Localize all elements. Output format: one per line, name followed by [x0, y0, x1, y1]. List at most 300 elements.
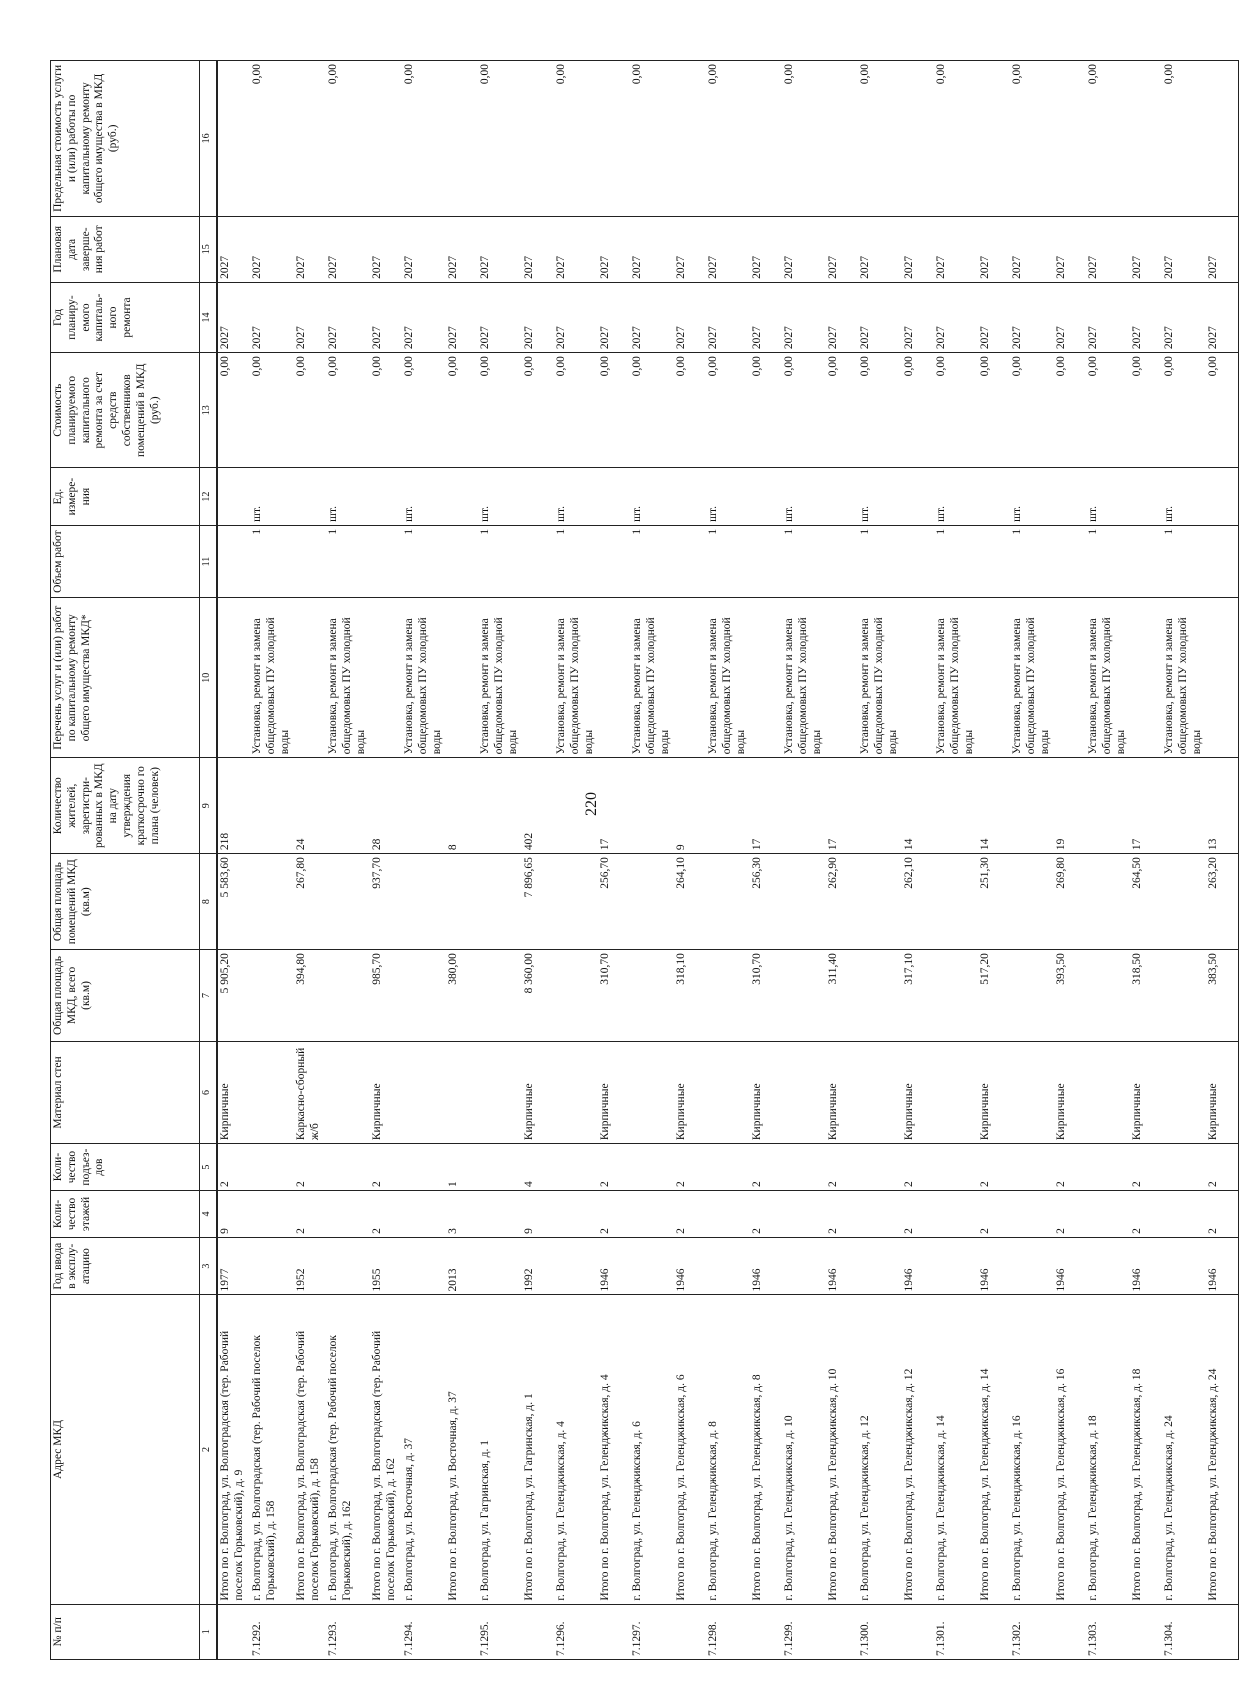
walls-cell: Кирпичные — [826, 1041, 858, 1143]
area-premises-cell: 264,10 — [674, 854, 706, 950]
cost-cell: 0,00 — [782, 353, 826, 468]
work-list-cell: Установка, ремонт и замена общедомовых ПУ холодной воды — [250, 598, 294, 758]
residents-cell — [858, 758, 902, 854]
address-cell: Итого по г. Волгоград, ул. Восточная, д. 37 — [446, 1295, 478, 1604]
end-date-cell: 2027 — [1054, 216, 1086, 282]
floors-cell — [554, 1191, 598, 1238]
table-row — [782, 61, 826, 1660]
residents-cell: 13 — [1206, 758, 1239, 854]
area-total-cell: 394,80 — [294, 950, 326, 1042]
address-cell: Итого по г. Волгоград, ул. Геленджикская, д. 24 — [1206, 1295, 1239, 1604]
year-cell — [326, 1237, 370, 1295]
column-number-cell: 9 — [200, 758, 218, 854]
year-cell — [250, 1237, 294, 1295]
cost-cell: 0,00 — [1206, 353, 1239, 468]
plan-year-cell: 2027 — [1130, 282, 1162, 352]
limit-cost-cell — [1130, 61, 1162, 217]
entrances-cell — [402, 1144, 446, 1191]
volume-cell: 1 — [1086, 525, 1130, 597]
column-number-cell: 8 — [200, 854, 218, 950]
header-cell: Плановая дата заверше-ния работ — [51, 216, 200, 282]
row-number-cell: 7.1301. — [934, 1604, 978, 1659]
walls-cell — [706, 1041, 750, 1143]
table-row — [1086, 61, 1130, 1660]
volume-cell — [1054, 525, 1086, 597]
floors-cell — [326, 1191, 370, 1238]
work-list-cell — [522, 598, 554, 758]
walls-cell: Кирпичные — [1054, 1041, 1086, 1143]
area-premises-cell — [782, 854, 826, 950]
year-cell: 1946 — [826, 1237, 858, 1295]
header-cell: Общая площадь МКД, всего (кв.м) — [51, 950, 200, 1042]
row-number-cell — [370, 1604, 402, 1659]
end-date-cell: 2027 — [522, 216, 554, 282]
year-cell — [858, 1237, 902, 1295]
header-cell: Объем работ — [51, 525, 200, 597]
residents-cell — [478, 758, 522, 854]
year-cell: 1946 — [1206, 1237, 1239, 1295]
total-row — [674, 61, 706, 1660]
walls-cell — [1010, 1041, 1054, 1143]
address-cell: Итого по г. Волгоград, ул. Волгоградская (тер. Рабочий поселок Горьковский), д. 9 — [217, 1295, 250, 1604]
end-date-cell: 2027 — [706, 216, 750, 282]
limit-cost-cell: 0,00 — [478, 61, 522, 217]
work-list-cell — [294, 598, 326, 758]
entrances-cell: 2 — [674, 1144, 706, 1191]
area-premises-cell — [250, 854, 294, 950]
row-number-cell: 7.1303. — [1086, 1604, 1130, 1659]
cost-cell: 0,00 — [478, 353, 522, 468]
work-list-cell: Установка, ремонт и замена общедомовых ПУ холодной воды — [934, 598, 978, 758]
end-date-cell: 2027 — [902, 216, 934, 282]
row-number-cell — [446, 1604, 478, 1659]
address-cell: г. Волгоград, ул. Геленджикская, д. 4 — [554, 1295, 598, 1604]
address-cell: г. Волгоград, ул. Геленджикская, д. 18 — [1086, 1295, 1130, 1604]
walls-cell: Кирпичные — [750, 1041, 782, 1143]
table-row — [858, 61, 902, 1660]
end-date-cell: 2027 — [446, 216, 478, 282]
rotated-page — [50, 60, 1225, 1660]
limit-cost-cell — [370, 61, 402, 217]
limit-cost-cell: 0,00 — [554, 61, 598, 217]
unit-cell — [370, 468, 402, 526]
area-premises-cell: 262,10 — [902, 854, 934, 950]
limit-cost-cell: 0,00 — [1086, 61, 1130, 217]
table-row — [478, 61, 522, 1660]
limit-cost-cell — [217, 61, 250, 217]
unit-cell — [1206, 468, 1239, 526]
address-cell: Итого по г. Волгоград, ул. Гагринская, д. 1 — [522, 1295, 554, 1604]
limit-cost-cell: 0,00 — [782, 61, 826, 217]
row-number-cell — [978, 1604, 1010, 1659]
header-cell: Стоимость планируемого капитального ремонта за счет средств собственников помещений в МКД (руб.) — [51, 353, 200, 468]
unit-cell: шт. — [554, 468, 598, 526]
end-date-cell: 2027 — [858, 216, 902, 282]
row-number-cell — [1206, 1604, 1239, 1659]
floors-cell: 2 — [978, 1191, 1010, 1238]
row-number-cell: 7.1297. — [630, 1604, 674, 1659]
work-list-cell: Установка, ремонт и замена общедомовых ПУ холодной воды — [630, 598, 674, 758]
walls-cell: Кирпичные — [1130, 1041, 1162, 1143]
area-total-cell — [1162, 950, 1206, 1042]
header-cell: № п/п — [51, 1604, 200, 1659]
entrances-cell — [250, 1144, 294, 1191]
address-cell: г. Волгоград, ул. Геленджикская, д. 8 — [706, 1295, 750, 1604]
cost-cell: 0,00 — [1162, 353, 1206, 468]
volume-cell — [294, 525, 326, 597]
work-list-cell — [370, 598, 402, 758]
year-cell — [1086, 1237, 1130, 1295]
entrances-cell — [1086, 1144, 1130, 1191]
unit-cell — [674, 468, 706, 526]
volume-cell: 1 — [250, 525, 294, 597]
row-number-cell — [217, 1604, 250, 1659]
limit-cost-cell — [902, 61, 934, 217]
walls-cell — [1086, 1041, 1130, 1143]
volume-cell — [902, 525, 934, 597]
area-premises-cell: 256,70 — [598, 854, 630, 950]
work-list-cell — [750, 598, 782, 758]
work-list-cell — [1206, 598, 1239, 758]
cost-cell: 0,00 — [1010, 353, 1054, 468]
volume-cell: 1 — [934, 525, 978, 597]
plan-year-cell: 2027 — [978, 282, 1010, 352]
total-row — [902, 61, 934, 1660]
entrances-cell: 2 — [1206, 1144, 1239, 1191]
address-cell: г. Волгоград, ул. Геленджикская, д. 14 — [934, 1295, 978, 1604]
cost-cell: 0,00 — [554, 353, 598, 468]
address-cell: г. Волгоград, ул. Геленджикская, д. 10 — [782, 1295, 826, 1604]
floors-cell: 2 — [1054, 1191, 1086, 1238]
column-number-cell: 6 — [200, 1041, 218, 1143]
residents-cell — [250, 758, 294, 854]
limit-cost-cell — [294, 61, 326, 217]
plan-year-cell: 2027 — [630, 282, 674, 352]
row-number-cell — [1054, 1604, 1086, 1659]
residents-cell — [402, 758, 446, 854]
entrances-cell: 2 — [826, 1144, 858, 1191]
area-total-cell — [402, 950, 446, 1042]
plan-year-cell: 2027 — [250, 282, 294, 352]
column-number-cell: 1 — [200, 1604, 218, 1659]
walls-cell: Кирпичные — [217, 1041, 250, 1143]
year-cell — [554, 1237, 598, 1295]
floors-cell — [402, 1191, 446, 1238]
volume-cell — [522, 525, 554, 597]
area-premises-cell — [1162, 854, 1206, 950]
unit-cell — [978, 468, 1010, 526]
end-date-cell: 2027 — [826, 216, 858, 282]
cost-cell: 0,00 — [1086, 353, 1130, 468]
limit-cost-cell — [446, 61, 478, 217]
residents-cell — [326, 758, 370, 854]
floors-cell: 2 — [674, 1191, 706, 1238]
residents-cell: 17 — [598, 758, 630, 854]
volume-cell — [598, 525, 630, 597]
residents-cell — [706, 758, 750, 854]
walls-cell — [446, 1041, 478, 1143]
area-total-cell — [1010, 950, 1054, 1042]
work-list-cell: Установка, ремонт и замена общедомовых ПУ холодной воды — [1010, 598, 1054, 758]
cost-cell: 0,00 — [750, 353, 782, 468]
unit-cell: шт. — [934, 468, 978, 526]
plan-year-cell: 2027 — [1054, 282, 1086, 352]
area-premises-cell: 262,90 — [826, 854, 858, 950]
unit-cell — [446, 468, 478, 526]
cost-cell: 0,00 — [674, 353, 706, 468]
plan-year-cell: 2027 — [1086, 282, 1130, 352]
row-number-cell: 7.1294. — [402, 1604, 446, 1659]
limit-cost-cell — [598, 61, 630, 217]
table-row — [554, 61, 598, 1660]
address-cell: Итого по г. Волгоград, ул. Геленджикская, д. 6 — [674, 1295, 706, 1604]
area-total-cell: 985,70 — [370, 950, 402, 1042]
area-total-cell — [706, 950, 750, 1042]
floors-cell: 3 — [446, 1191, 478, 1238]
area-premises-cell — [402, 854, 446, 950]
work-list-cell — [217, 598, 250, 758]
entrances-cell: 2 — [978, 1144, 1010, 1191]
volume-cell — [674, 525, 706, 597]
end-date-cell: 2027 — [598, 216, 630, 282]
unit-cell — [294, 468, 326, 526]
walls-cell — [1162, 1041, 1206, 1143]
volume-cell — [217, 525, 250, 597]
row-number-cell — [294, 1604, 326, 1659]
entrances-cell — [554, 1144, 598, 1191]
total-row — [1054, 61, 1086, 1660]
row-number-cell: 7.1299. — [782, 1604, 826, 1659]
limit-cost-cell — [750, 61, 782, 217]
column-number-cell: 3 — [200, 1237, 218, 1295]
cost-cell: 0,00 — [902, 353, 934, 468]
plan-year-cell: 2027 — [858, 282, 902, 352]
area-total-cell — [478, 950, 522, 1042]
end-date-cell: 2027 — [750, 216, 782, 282]
residents-cell: 8 — [446, 758, 478, 854]
limit-cost-cell — [674, 61, 706, 217]
plan-year-cell: 2027 — [1162, 282, 1206, 352]
address-cell: Итого по г. Волгоград, ул. Геленджикская, д. 16 — [1054, 1295, 1086, 1604]
total-row — [294, 61, 326, 1660]
walls-cell — [326, 1041, 370, 1143]
unit-cell: шт. — [1010, 468, 1054, 526]
entrances-cell — [858, 1144, 902, 1191]
column-number-cell: 5 — [200, 1144, 218, 1191]
row-number-cell: 7.1293. — [326, 1604, 370, 1659]
year-cell: 1946 — [750, 1237, 782, 1295]
header-cell: Материал стен — [51, 1041, 200, 1143]
end-date-cell: 2027 — [326, 216, 370, 282]
limit-cost-cell — [522, 61, 554, 217]
address-cell: г. Волгоград, ул. Волгоградская (тер. Рабочий поселок Горьковский), д. 162 — [326, 1295, 370, 1604]
area-premises-cell — [554, 854, 598, 950]
plan-year-cell: 2027 — [478, 282, 522, 352]
volume-cell: 1 — [630, 525, 674, 597]
work-list-cell: Установка, ремонт и замена общедомовых ПУ холодной воды — [782, 598, 826, 758]
floors-cell: 2 — [1206, 1191, 1239, 1238]
work-list-cell: Установка, ремонт и замена общедомовых ПУ холодной воды — [858, 598, 902, 758]
area-total-cell: 517,20 — [978, 950, 1010, 1042]
header-cell: Год планиру-емого капиталь-ного ремонта — [51, 282, 200, 352]
total-row — [978, 61, 1010, 1660]
residents-cell: 24 — [294, 758, 326, 854]
unit-cell — [598, 468, 630, 526]
end-date-cell: 2027 — [934, 216, 978, 282]
volume-cell: 1 — [326, 525, 370, 597]
unit-cell — [217, 468, 250, 526]
address-cell: Итого по г. Волгоград, ул. Геленджикская, д. 4 — [598, 1295, 630, 1604]
entrances-cell — [782, 1144, 826, 1191]
entrances-cell — [478, 1144, 522, 1191]
cost-cell: 0,00 — [402, 353, 446, 468]
area-total-cell: 383,50 — [1206, 950, 1239, 1042]
floors-cell: 2 — [598, 1191, 630, 1238]
floors-cell — [1086, 1191, 1130, 1238]
walls-cell — [630, 1041, 674, 1143]
walls-cell: Кирпичные — [978, 1041, 1010, 1143]
residents-cell: 19 — [1054, 758, 1086, 854]
plan-year-cell: 2027 — [294, 282, 326, 352]
total-row — [598, 61, 630, 1660]
residents-cell: 17 — [826, 758, 858, 854]
total-row — [750, 61, 782, 1660]
volume-cell: 1 — [402, 525, 446, 597]
area-total-cell: 318,50 — [1130, 950, 1162, 1042]
area-total-cell: 310,70 — [750, 950, 782, 1042]
column-number-cell: 14 — [200, 282, 218, 352]
header-cell: Общая площадь помещений МКД (кв.м) — [51, 854, 200, 950]
volume-cell: 1 — [706, 525, 750, 597]
residents-cell — [1010, 758, 1054, 854]
walls-cell: Каркасно-сборный ж/б — [294, 1041, 326, 1143]
cost-cell: 0,00 — [446, 353, 478, 468]
address-cell: Итого по г. Волгоград, ул. Геленджикская, д. 14 — [978, 1295, 1010, 1604]
address-cell: Итого по г. Волгоград, ул. Геленджикская, д. 18 — [1130, 1295, 1162, 1604]
floors-cell: 2 — [750, 1191, 782, 1238]
volume-cell — [750, 525, 782, 597]
entrances-cell — [326, 1144, 370, 1191]
plan-year-cell: 2027 — [522, 282, 554, 352]
volume-cell: 1 — [858, 525, 902, 597]
year-cell — [478, 1237, 522, 1295]
year-cell: 1952 — [294, 1237, 326, 1295]
header-cell: Количество жителей, зарегистри-рованных в МКД на дату утверждения краткосрочно го плана (человек) — [51, 758, 200, 854]
total-row — [1206, 61, 1239, 1660]
end-date-cell: 2027 — [294, 216, 326, 282]
unit-cell: шт. — [478, 468, 522, 526]
area-premises-cell — [326, 854, 370, 950]
entrances-cell: 2 — [217, 1144, 250, 1191]
limit-cost-cell: 0,00 — [706, 61, 750, 217]
residents-cell — [1162, 758, 1206, 854]
walls-cell: Кирпичные — [902, 1041, 934, 1143]
limit-cost-cell: 0,00 — [1010, 61, 1054, 217]
address-cell: Итого по г. Волгоград, ул. Геленджикская, д. 12 — [902, 1295, 934, 1604]
entrances-cell — [1010, 1144, 1054, 1191]
plan-year-cell: 2027 — [326, 282, 370, 352]
end-date-cell: 2027 — [1130, 216, 1162, 282]
plan-year-cell: 2027 — [217, 282, 250, 352]
unit-cell — [826, 468, 858, 526]
end-date-cell: 2027 — [478, 216, 522, 282]
year-cell: 1946 — [1130, 1237, 1162, 1295]
walls-cell: Кирпичные — [598, 1041, 630, 1143]
residents-cell — [782, 758, 826, 854]
end-date-cell: 2027 — [370, 216, 402, 282]
end-date-cell: 2027 — [554, 216, 598, 282]
unit-cell: шт. — [706, 468, 750, 526]
area-premises-cell — [630, 854, 674, 950]
volume-cell: 1 — [782, 525, 826, 597]
limit-cost-cell: 0,00 — [934, 61, 978, 217]
volume-cell — [446, 525, 478, 597]
work-list-cell — [1130, 598, 1162, 758]
column-number-cell: 13 — [200, 353, 218, 468]
cost-cell: 0,00 — [294, 353, 326, 468]
volume-cell — [826, 525, 858, 597]
unit-cell: шт. — [858, 468, 902, 526]
work-list-cell — [1054, 598, 1086, 758]
entrances-cell — [630, 1144, 674, 1191]
address-cell: Итого по г. Волгоград, ул. Геленджикская, д. 10 — [826, 1295, 858, 1604]
area-total-cell — [1086, 950, 1130, 1042]
end-date-cell: 2027 — [674, 216, 706, 282]
walls-cell — [250, 1041, 294, 1143]
year-cell — [782, 1237, 826, 1295]
floors-cell — [1162, 1191, 1206, 1238]
plan-year-cell: 2027 — [706, 282, 750, 352]
address-cell: г. Волгоград, ул. Геленджикская, д. 6 — [630, 1295, 674, 1604]
entrances-cell: 2 — [1130, 1144, 1162, 1191]
column-number-cell: 11 — [200, 525, 218, 597]
row-number-cell: 7.1292. — [250, 1604, 294, 1659]
entrances-cell — [934, 1144, 978, 1191]
entrances-cell: 4 — [522, 1144, 554, 1191]
area-total-cell: 311,40 — [826, 950, 858, 1042]
walls-cell: Кирпичные — [370, 1041, 402, 1143]
volume-cell — [1206, 525, 1239, 597]
address-cell: Итого по г. Волгоград, ул. Волгоградская (тер. Рабочий поселок Горьковский), д. 158 — [294, 1295, 326, 1604]
walls-cell — [554, 1041, 598, 1143]
volume-cell — [370, 525, 402, 597]
floors-cell: 2 — [826, 1191, 858, 1238]
table-row — [402, 61, 446, 1660]
area-total-cell: 5 905,20 — [217, 950, 250, 1042]
cost-cell: 0,00 — [598, 353, 630, 468]
column-number-cell: 10 — [200, 598, 218, 758]
work-list-cell: Установка, ремонт и замена общедомовых ПУ холодной воды — [1086, 598, 1130, 758]
plan-year-cell: 2027 — [934, 282, 978, 352]
area-total-cell — [326, 950, 370, 1042]
year-cell: 1977 — [217, 1237, 250, 1295]
table-row — [250, 61, 294, 1660]
year-cell — [934, 1237, 978, 1295]
entrances-cell: 2 — [1054, 1144, 1086, 1191]
entrances-cell — [1162, 1144, 1206, 1191]
residents-cell: 402 — [522, 758, 554, 854]
unit-cell — [750, 468, 782, 526]
work-list-cell: Установка, ремонт и замена общедомовых ПУ холодной воды — [706, 598, 750, 758]
walls-cell: Кирпичные — [674, 1041, 706, 1143]
repair-plan-table — [50, 60, 1239, 1660]
entrances-cell — [706, 1144, 750, 1191]
walls-cell — [782, 1041, 826, 1143]
unit-cell: шт. — [782, 468, 826, 526]
plan-year-cell: 2027 — [750, 282, 782, 352]
residents-cell: 17 — [1130, 758, 1162, 854]
end-date-cell: 2027 — [978, 216, 1010, 282]
